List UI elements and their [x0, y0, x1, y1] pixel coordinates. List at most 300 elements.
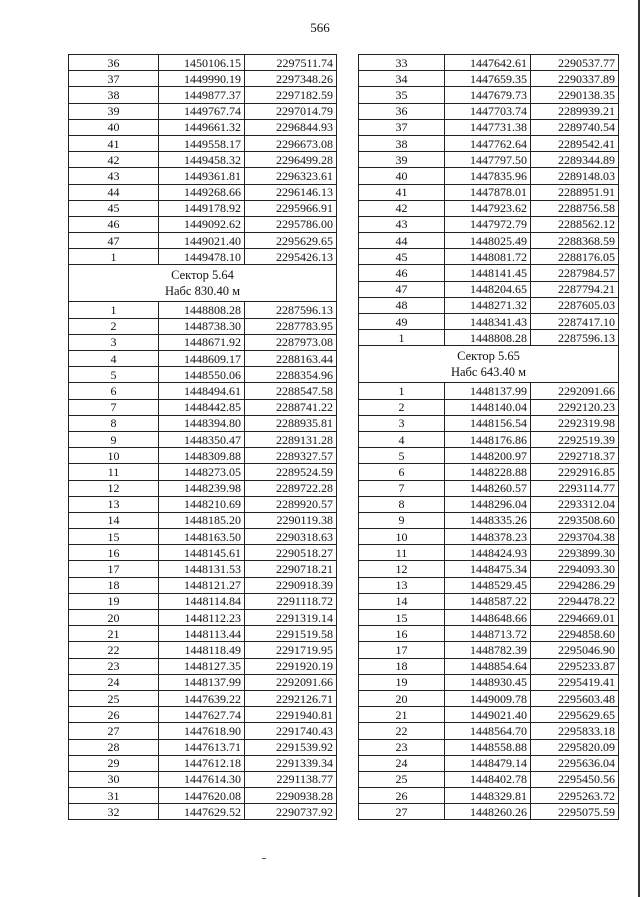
- coord-x: 1449990.19: [159, 71, 245, 87]
- coord-x: 1448309.88: [159, 448, 245, 464]
- point-number: 7: [359, 480, 445, 496]
- coord-x: 1448239.98: [159, 480, 245, 496]
- coord-x: 1448479.14: [445, 755, 531, 771]
- coord-y: 2288354.96: [245, 367, 337, 383]
- coord-x: 1448271.32: [445, 297, 531, 313]
- table-row: [69, 674, 337, 690]
- point-number: 43: [359, 216, 445, 232]
- coord-x: 1448341.43: [445, 314, 531, 330]
- coord-y: 2287605.03: [531, 297, 619, 313]
- point-number: 8: [69, 415, 159, 431]
- coord-x: 1448738.30: [159, 318, 245, 334]
- point-number: 2: [69, 318, 159, 334]
- table-row: [359, 399, 619, 415]
- coord-x: 1447835.96: [445, 168, 531, 184]
- coord-x: 1447679.73: [445, 87, 531, 103]
- coord-x: 1447797.50: [445, 152, 531, 168]
- point-number: 1: [359, 330, 445, 346]
- point-number: 40: [359, 168, 445, 184]
- coord-x: 1447923.62: [445, 200, 531, 216]
- point-number: 37: [359, 119, 445, 135]
- coord-y: 2292120.23: [531, 399, 619, 415]
- point-number: 48: [359, 297, 445, 313]
- coord-x: 1447642.61: [445, 55, 531, 71]
- coord-x: 1448609.17: [159, 351, 245, 367]
- coord-y: 2292126.71: [245, 690, 337, 706]
- table-row: [69, 135, 337, 151]
- coord-x: 1448782.39: [445, 642, 531, 658]
- coord-y: 2292091.66: [245, 674, 337, 690]
- table-row: [69, 200, 337, 216]
- coord-y: 2294669.01: [531, 610, 619, 626]
- coord-y: 2294093.30: [531, 561, 619, 577]
- coord-y: 2289148.03: [531, 168, 619, 184]
- point-number: 47: [69, 233, 159, 249]
- table-row: [359, 529, 619, 545]
- coord-y: 2294286.29: [531, 577, 619, 593]
- coord-y: 2287794.21: [531, 281, 619, 297]
- point-number: 27: [359, 804, 445, 820]
- coord-y: 2288935.81: [245, 415, 337, 431]
- coord-y: 2295966.91: [245, 200, 337, 216]
- sector-title: Сектор 5.65: [457, 349, 520, 364]
- coord-x: 1448081.72: [445, 249, 531, 265]
- coord-y: 2293312.04: [531, 496, 619, 512]
- coord-y: 2291519.58: [245, 626, 337, 642]
- coord-x: 1448475.34: [445, 561, 531, 577]
- coord-y: 2295046.90: [531, 642, 619, 658]
- coord-y: 2291319.14: [245, 610, 337, 626]
- table-row: [359, 55, 619, 71]
- table-row: [69, 119, 337, 135]
- coord-y: 2295450.56: [531, 771, 619, 787]
- table-row: [359, 415, 619, 431]
- point-number: 14: [69, 512, 159, 528]
- point-number: 46: [359, 265, 445, 281]
- coord-y: 2291339.34: [245, 755, 337, 771]
- table-row: [359, 804, 619, 820]
- table-row: [69, 383, 337, 399]
- point-number: 34: [359, 71, 445, 87]
- table-row: [359, 610, 619, 626]
- table-row: [69, 788, 337, 804]
- table-row: [69, 351, 337, 367]
- point-number: 15: [359, 610, 445, 626]
- coord-y: 2296499.28: [245, 152, 337, 168]
- coord-y: 2289740.54: [531, 119, 619, 135]
- table-row: [359, 233, 619, 249]
- coord-y: 2290938.28: [245, 788, 337, 804]
- point-number: 36: [359, 103, 445, 119]
- table-row: [69, 593, 337, 609]
- coord-x: 1450106.15: [159, 55, 245, 71]
- point-number: 25: [359, 771, 445, 787]
- coord-x: 1448127.35: [159, 658, 245, 674]
- point-number: 20: [69, 610, 159, 626]
- coord-y: 2295233.87: [531, 658, 619, 674]
- coord-y: 2290718.21: [245, 561, 337, 577]
- point-number: 6: [69, 383, 159, 399]
- point-number: 43: [69, 168, 159, 184]
- coord-x: 1448228.88: [445, 464, 531, 480]
- coord-y: 2287984.57: [531, 265, 619, 281]
- coord-y: 2294478.22: [531, 593, 619, 609]
- table-row: [359, 168, 619, 184]
- coord-x: 1449178.92: [159, 200, 245, 216]
- table-row: [69, 302, 337, 318]
- coord-x: 1448118.49: [159, 642, 245, 658]
- coord-y: 2290318.63: [245, 529, 337, 545]
- coord-y: 2289131.28: [245, 431, 337, 447]
- table-row: [359, 480, 619, 496]
- point-number: 1: [69, 249, 159, 265]
- coord-x: 1447629.52: [159, 804, 245, 820]
- coord-y: 2294858.60: [531, 626, 619, 642]
- point-number: 49: [359, 314, 445, 330]
- point-number: 46: [69, 216, 159, 232]
- coord-x: 1449767.74: [159, 103, 245, 119]
- coord-y: 2291940.81: [245, 707, 337, 723]
- table-row: [69, 448, 337, 464]
- coord-x: 1447620.08: [159, 788, 245, 804]
- coord-x: 1447614.30: [159, 771, 245, 787]
- coord-x: 1448156.54: [445, 415, 531, 431]
- point-number: 13: [359, 577, 445, 593]
- coord-y: 2296673.08: [245, 135, 337, 151]
- coord-x: 1448335.26: [445, 512, 531, 528]
- coord-y: 2297014.79: [245, 103, 337, 119]
- table-row: [359, 448, 619, 464]
- point-number: 17: [69, 561, 159, 577]
- coord-y: 2295636.04: [531, 755, 619, 771]
- coord-y: 2295263.72: [531, 788, 619, 804]
- table-row: [359, 577, 619, 593]
- point-number: 33: [359, 55, 445, 71]
- table-row: [69, 610, 337, 626]
- coord-y: 2291740.43: [245, 723, 337, 739]
- point-number: 38: [359, 135, 445, 151]
- coord-x: 1447762.64: [445, 135, 531, 151]
- table-row: [69, 642, 337, 658]
- coord-x: 1447878.01: [445, 184, 531, 200]
- table-row: [359, 383, 619, 399]
- coord-y: 2288741.22: [245, 399, 337, 415]
- point-number: 9: [69, 431, 159, 447]
- coord-y: 2297182.59: [245, 87, 337, 103]
- point-number: 16: [359, 626, 445, 642]
- point-number: 1: [359, 383, 445, 399]
- table-row: [69, 334, 337, 350]
- table-row: [359, 249, 619, 265]
- table-row: [359, 281, 619, 297]
- table-row: [359, 431, 619, 447]
- coord-y: 2289344.89: [531, 152, 619, 168]
- coord-y: 2292519.39: [531, 431, 619, 447]
- coord-y: 2295419.41: [531, 674, 619, 690]
- point-number: 32: [69, 804, 159, 820]
- point-number: 11: [359, 545, 445, 561]
- point-number: 23: [69, 658, 159, 674]
- coord-x: 1449661.32: [159, 119, 245, 135]
- point-number: 47: [359, 281, 445, 297]
- coord-x: 1448145.61: [159, 545, 245, 561]
- table-row: [69, 723, 337, 739]
- point-number: 28: [69, 739, 159, 755]
- coord-x: 1447972.79: [445, 216, 531, 232]
- coord-y: 2293508.60: [531, 512, 619, 528]
- point-number: 21: [69, 626, 159, 642]
- coord-y: 2288163.44: [245, 351, 337, 367]
- table-row: [69, 168, 337, 184]
- coord-y: 2289524.59: [245, 464, 337, 480]
- coord-x: 1448114.84: [159, 593, 245, 609]
- coord-y: 2291539.92: [245, 739, 337, 755]
- table-row: [69, 626, 337, 642]
- table-row: [359, 152, 619, 168]
- table-row: [359, 593, 619, 609]
- coord-y: 2292091.66: [531, 383, 619, 399]
- point-number: 26: [69, 707, 159, 723]
- coord-x: 1448113.44: [159, 626, 245, 642]
- point-number: 39: [69, 103, 159, 119]
- coord-x: 1448296.04: [445, 496, 531, 512]
- coord-x: 1448163.50: [159, 529, 245, 545]
- coord-y: 2288756.58: [531, 200, 619, 216]
- table-row: [69, 399, 337, 415]
- coord-y: 2297348.26: [245, 71, 337, 87]
- table-row: [69, 415, 337, 431]
- point-number: 10: [69, 448, 159, 464]
- point-number: 15: [69, 529, 159, 545]
- coordinates-table-left: [68, 54, 337, 820]
- point-number: 22: [69, 642, 159, 658]
- coord-x: 1448713.72: [445, 626, 531, 642]
- point-number: 23: [359, 739, 445, 755]
- coord-y: 2295629.65: [531, 707, 619, 723]
- point-number: 11: [69, 464, 159, 480]
- coord-x: 1447639.22: [159, 690, 245, 706]
- point-number: 40: [69, 119, 159, 135]
- table-row: [359, 674, 619, 690]
- point-number: 30: [69, 771, 159, 787]
- coord-y: 2296844.93: [245, 119, 337, 135]
- point-number: 27: [69, 723, 159, 739]
- coord-y: 2292718.37: [531, 448, 619, 464]
- coord-y: 2295786.00: [245, 216, 337, 232]
- table-row: [69, 512, 337, 528]
- coord-y: 2293899.30: [531, 545, 619, 561]
- sector-header: [69, 265, 337, 302]
- point-number: 37: [69, 71, 159, 87]
- table-row: [359, 87, 619, 103]
- table-row: [359, 71, 619, 87]
- table-row: [359, 561, 619, 577]
- point-number: 31: [69, 788, 159, 804]
- point-number: 4: [69, 351, 159, 367]
- coord-y: 2291118.72: [245, 593, 337, 609]
- table-row: [359, 464, 619, 480]
- coord-y: 2289722.28: [245, 480, 337, 496]
- coord-x: 1448671.92: [159, 334, 245, 350]
- coord-y: 2290918.39: [245, 577, 337, 593]
- table-row: [359, 690, 619, 706]
- coord-x: 1447731.38: [445, 119, 531, 135]
- coord-x: 1448112.23: [159, 610, 245, 626]
- coord-x: 1447627.74: [159, 707, 245, 723]
- table-row: [69, 739, 337, 755]
- coord-x: 1449478.10: [159, 249, 245, 265]
- sector-title: Сектор 5.64: [171, 268, 234, 283]
- table-row: [69, 152, 337, 168]
- coord-x: 1447659.35: [445, 71, 531, 87]
- table-row: [69, 103, 337, 119]
- table-row: [69, 71, 337, 87]
- table-row: [69, 545, 337, 561]
- coord-x: 1449268.66: [159, 184, 245, 200]
- table-row: [359, 771, 619, 787]
- table-row: [69, 249, 337, 265]
- coord-y: 2295426.13: [245, 249, 337, 265]
- table-row: [359, 723, 619, 739]
- table-row: [69, 658, 337, 674]
- table-row: [359, 297, 619, 313]
- point-number: 18: [359, 658, 445, 674]
- coord-y: 2290737.92: [245, 804, 337, 820]
- coord-x: 1448273.05: [159, 464, 245, 480]
- point-number: 4: [359, 431, 445, 447]
- coord-x: 1448260.57: [445, 480, 531, 496]
- point-number: 16: [69, 545, 159, 561]
- sector-header-row: [359, 346, 619, 383]
- point-number: 8: [359, 496, 445, 512]
- table-row: [359, 739, 619, 755]
- coord-y: 2297511.74: [245, 55, 337, 71]
- coord-y: 2287417.10: [531, 314, 619, 330]
- table-row: [359, 216, 619, 232]
- coord-x: 1448587.22: [445, 593, 531, 609]
- coord-x: 1448442.85: [159, 399, 245, 415]
- point-number: 26: [359, 788, 445, 804]
- coord-y: 2288176.05: [531, 249, 619, 265]
- table-row: [359, 330, 619, 346]
- table-row: [359, 200, 619, 216]
- table-row: [69, 707, 337, 723]
- coord-x: 1447618.90: [159, 723, 245, 739]
- point-number: 22: [359, 723, 445, 739]
- coord-y: 2293114.77: [531, 480, 619, 496]
- point-number: 25: [69, 690, 159, 706]
- point-number: 12: [359, 561, 445, 577]
- point-number: 45: [359, 249, 445, 265]
- coord-y: 2291138.77: [245, 771, 337, 787]
- sector-height: Набс 830.40 м: [164, 284, 241, 299]
- point-number: 14: [359, 593, 445, 609]
- coord-x: 1449021.40: [445, 707, 531, 723]
- point-number: 6: [359, 464, 445, 480]
- coord-x: 1448550.06: [159, 367, 245, 383]
- point-number: 3: [359, 415, 445, 431]
- coord-y: 2290537.77: [531, 55, 619, 71]
- coord-y: 2288562.12: [531, 216, 619, 232]
- table-row: [359, 707, 619, 723]
- table-row: [69, 771, 337, 787]
- coord-x: 1449361.81: [159, 168, 245, 184]
- coord-y: 2291719.95: [245, 642, 337, 658]
- table-row: [359, 642, 619, 658]
- table-row: [69, 233, 337, 249]
- coord-x: 1447703.74: [445, 103, 531, 119]
- coord-x: 1449021.40: [159, 233, 245, 249]
- table-row: [69, 367, 337, 383]
- coord-x: 1448378.23: [445, 529, 531, 545]
- coord-y: 2288368.59: [531, 233, 619, 249]
- point-number: 3: [69, 334, 159, 350]
- coord-x: 1448808.28: [445, 330, 531, 346]
- coord-x: 1448185.20: [159, 512, 245, 528]
- table-row: [69, 55, 337, 71]
- table-row: [69, 496, 337, 512]
- coord-x: 1448930.45: [445, 674, 531, 690]
- point-number: 19: [359, 674, 445, 690]
- table-row: [359, 512, 619, 528]
- coord-y: 2287596.13: [245, 302, 337, 318]
- table-row: [69, 87, 337, 103]
- coord-y: 2289920.57: [245, 496, 337, 512]
- coord-x: 1448564.70: [445, 723, 531, 739]
- coord-x: 1448204.65: [445, 281, 531, 297]
- coord-y: 2290518.27: [245, 545, 337, 561]
- coord-x: 1448137.99: [159, 674, 245, 690]
- coord-x: 1449458.32: [159, 152, 245, 168]
- point-number: 39: [359, 152, 445, 168]
- coord-y: 2288951.91: [531, 184, 619, 200]
- coord-x: 1448529.45: [445, 577, 531, 593]
- table-row: [69, 184, 337, 200]
- point-number: 18: [69, 577, 159, 593]
- table-row: [359, 184, 619, 200]
- table-row: [69, 480, 337, 496]
- point-number: 9: [359, 512, 445, 528]
- coord-y: 2288547.58: [245, 383, 337, 399]
- coord-x: 1448200.97: [445, 448, 531, 464]
- sector-header-row: [69, 265, 337, 302]
- coord-y: 2287783.95: [245, 318, 337, 334]
- coord-x: 1449558.17: [159, 135, 245, 151]
- coord-x: 1448140.04: [445, 399, 531, 415]
- point-number: 42: [359, 200, 445, 216]
- point-number: 17: [359, 642, 445, 658]
- point-number: 41: [69, 135, 159, 151]
- point-number: 24: [359, 755, 445, 771]
- coord-x: 1448558.88: [445, 739, 531, 755]
- coord-x: 1448141.45: [445, 265, 531, 281]
- point-number: 5: [359, 448, 445, 464]
- coord-x: 1448329.81: [445, 788, 531, 804]
- table-row: [69, 577, 337, 593]
- coord-x: 1449009.78: [445, 690, 531, 706]
- point-number: 24: [69, 674, 159, 690]
- point-number: 13: [69, 496, 159, 512]
- coord-y: 2290138.35: [531, 87, 619, 103]
- table-row: [359, 788, 619, 804]
- table-row: [359, 135, 619, 151]
- coord-y: 2289939.21: [531, 103, 619, 119]
- coord-x: 1448121.27: [159, 577, 245, 593]
- coord-x: 1448808.28: [159, 302, 245, 318]
- coord-x: 1448137.99: [445, 383, 531, 399]
- coord-y: 2290119.38: [245, 512, 337, 528]
- coord-x: 1447612.18: [159, 755, 245, 771]
